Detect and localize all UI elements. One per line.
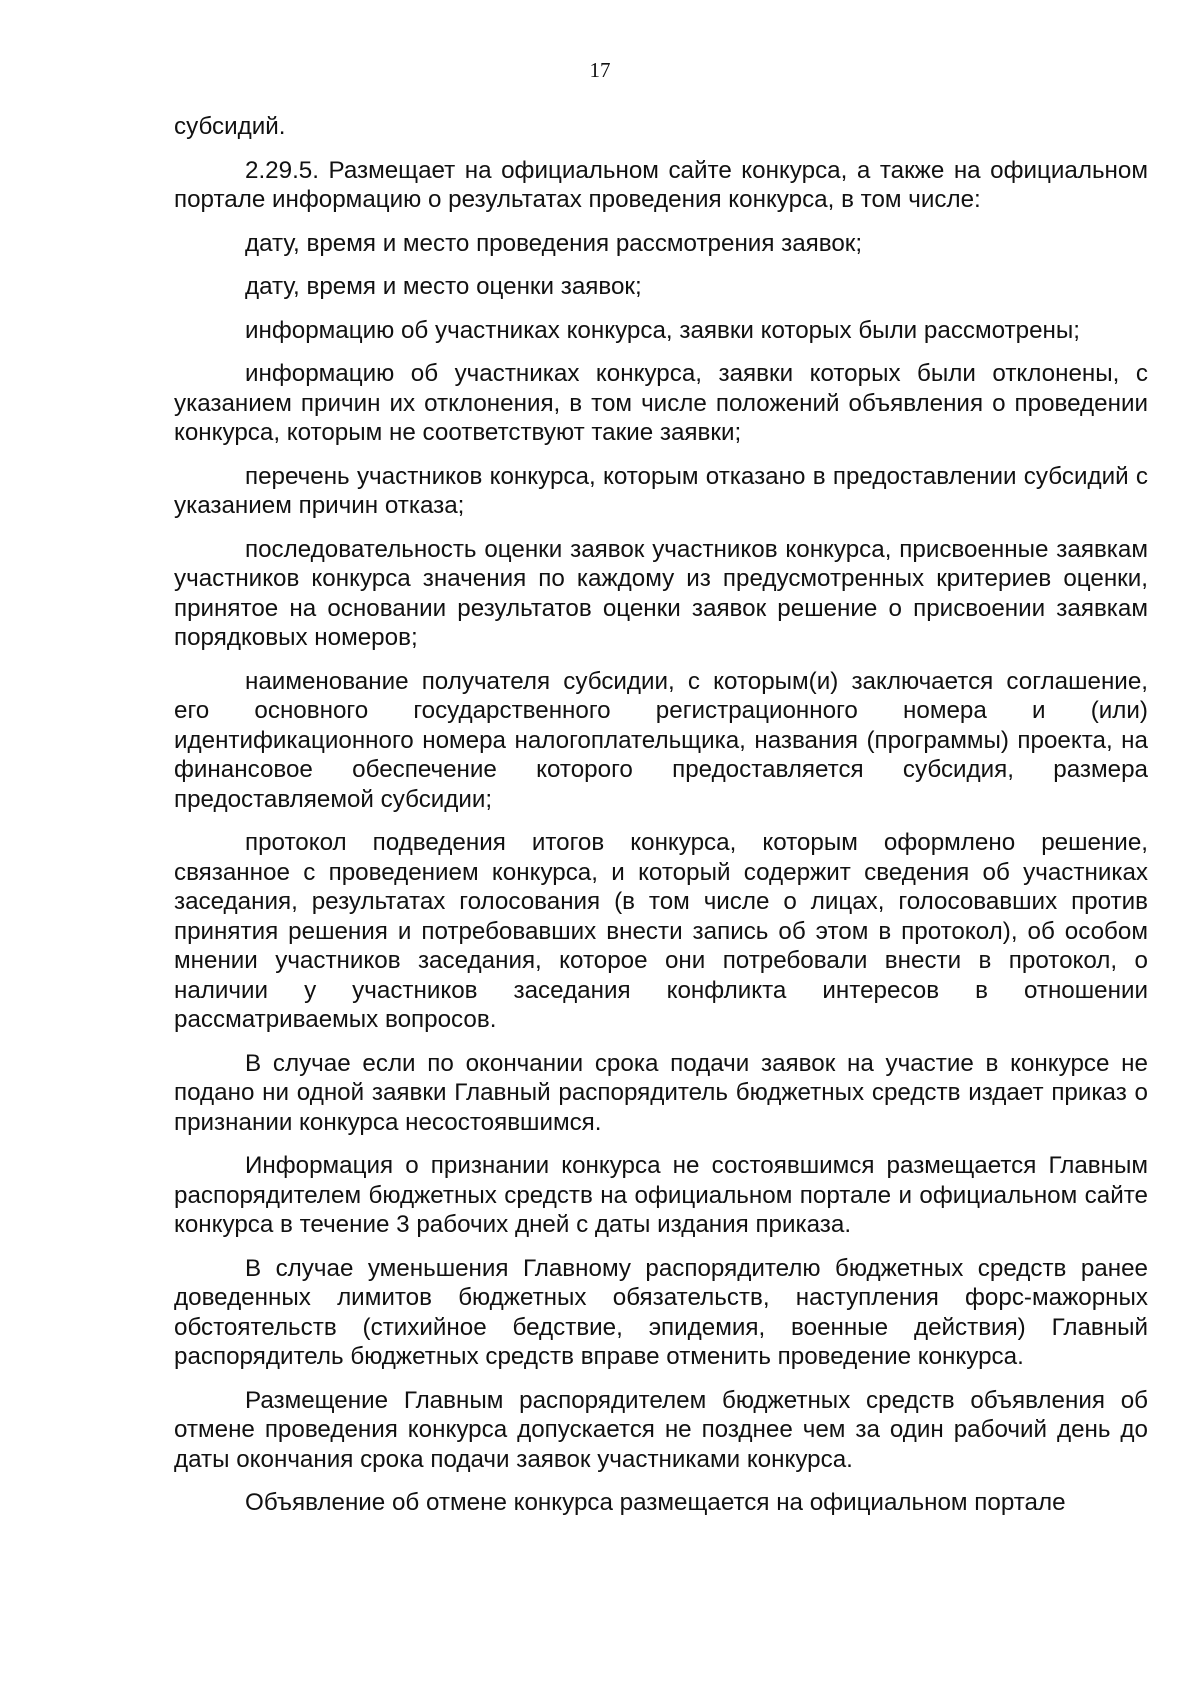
- list-item-evaluation-sequence: последовательность оценки заявок участников конкурса, присвоенные заявкам участников конкурса значения по каждому из предусмотренных критериев оценки, принятое на основании результатов оценки заявок решение о присвоении заявкам порядковых номеров;: [174, 535, 1148, 651]
- list-item-refused-participants: перечень участников конкурса, которым отказано в предоставлении субсидий с указанием причин отказа;: [174, 462, 1148, 519]
- paragraph-cancellation-publication: Объявление об отмене конкурса размещается на официальном портале: [245, 1489, 1066, 1516]
- paragraph-failed-contest-info: Информация о признании конкурса не состоявшимся размещается Главным распорядителем бюджетных средств на официальном портале и официальном сайте конкурса в течение 3 рабочих дней с даты издания приказа.: [174, 1152, 1148, 1238]
- list-item-evaluation-date: дату, время и место оценки заявок;: [245, 273, 642, 300]
- paragraph-2-29-5: 2.29.5. Размещает на официальном сайте конкурса, а также на официальном портале информацию о результатах проведения конкурса, в том числе:: [174, 156, 1148, 213]
- list-item-recipient-name: наименование получателя субсидии, с которым(и) заключается соглашение, его основного государственного регистрационного номера и (или) идентификационного номера налогоплательщика, названия (программы) проекта, на финансовое обеспечение которого предоставляется субсидия, размера предоставляемой субсидии;: [174, 667, 1148, 813]
- list-item-review-date: дату, время и место проведения рассмотрения заявок;: [245, 229, 863, 257]
- paragraph-no-applications: В случае если по окончании срока подачи заявок на участие в конкурсе не подано ни одной заявки Главный распорядитель бюджетных средств издает приказ о признании конкурса несостоявшимся.: [174, 1049, 1148, 1136]
- paragraph-continuation: субсидий.: [174, 113, 286, 140]
- list-item-protocol: протокол подведения итогов конкурса, которым оформлено решение, связанное с проведением конкурса, и который содержит сведения об участниках заседания, результатах голосования (в том числе о лицах, голосовавших против принятия решения и потребовавших внести запись об этом в протокол), об особом мнении участников заседания, которое они потребовали внести в протокол, о наличии у участников заседания конфликта интересов в отношении рассматриваемых вопросов.: [174, 829, 1148, 1033]
- paragraph-contest-cancellation: В случае уменьшения Главному распорядителю бюджетных средств ранее доведенных лимитов бюджетных обязательств, наступления форс-мажорных обстоятельств (стихийное бедствие, эпидемия, военные действия) Главный распорядитель бюджетных средств вправе отменить проведение конкурса.: [174, 1254, 1148, 1370]
- document-body: [174, 112, 1148, 1518]
- page-number: 17: [589, 58, 611, 82]
- paragraph-cancellation-notice: Размещение Главным распорядителем бюджетных средств объявления об отмене проведения конкурса допускается не позднее чем за один рабочий день до даты окончания срока подачи заявок участниками конкурса.: [174, 1386, 1148, 1473]
- list-item-rejected-participants: информацию об участниках конкурса, заявки которых были отклонены, с указанием причин их отклонения, в том числе положений объявления о проведении конкурса, которым не соответствуют такие заявки;: [174, 360, 1148, 446]
- list-item-reviewed-participants: информацию об участниках конкурса, заявки которых были рассмотрены;: [245, 316, 1081, 344]
